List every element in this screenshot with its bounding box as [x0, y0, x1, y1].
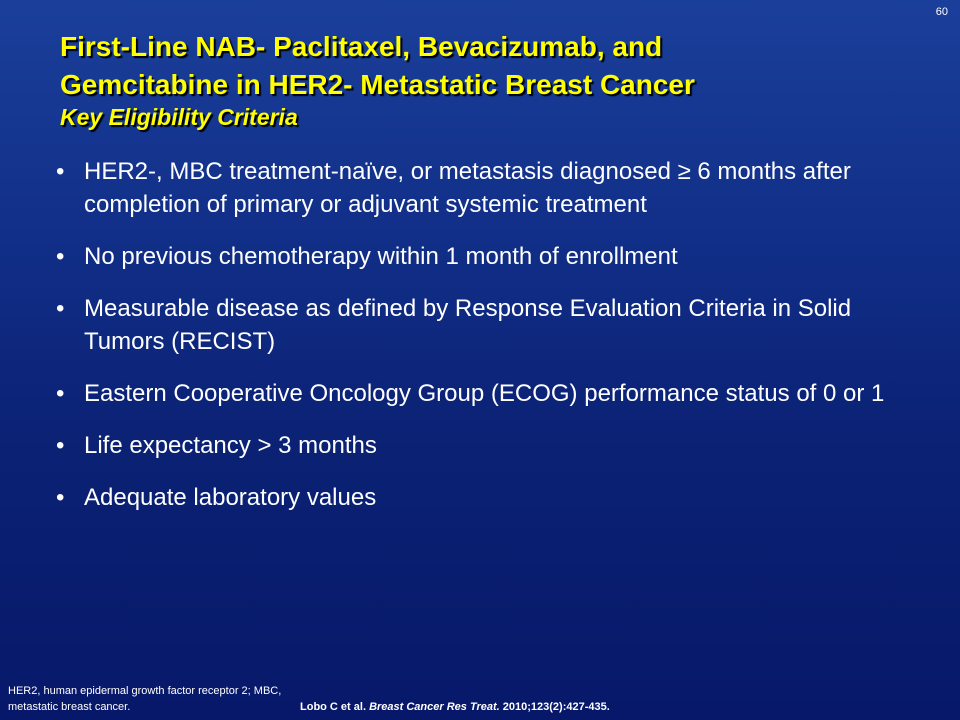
- bullet-icon: •: [56, 243, 65, 270]
- bullet-icon: •: [56, 295, 65, 322]
- slide-number: 60: [935, 6, 948, 18]
- citation-journal: Breast Cancer Res Treat.: [369, 701, 500, 713]
- eligibility-criteria-list: [56, 155, 916, 533]
- bullet-item: [56, 429, 916, 462]
- slide-title-line-2: Gemcitabine in HER2- Metastatic Breast Cancer: [60, 69, 695, 100]
- slide-title: [60, 28, 920, 104]
- bullet-text: Life expectancy > 3 months: [84, 432, 377, 459]
- bullet-item: [56, 155, 916, 221]
- citation: [300, 699, 610, 715]
- bullet-text: Measurable disease as defined by Response Evaluation Criteria in Solid Tumors (RECIST): [84, 295, 852, 355]
- bullet-icon: •: [56, 158, 65, 185]
- bullet-text: No previous chemotherapy within 1 month of enrollment: [84, 243, 678, 270]
- bullet-item: [56, 377, 916, 410]
- bullet-item: [56, 481, 916, 514]
- bullet-item: [56, 292, 916, 358]
- slide-title-line-1: First-Line NAB- Paclitaxel, Bevacizumab, and: [60, 31, 663, 62]
- bullet-item: [56, 240, 916, 273]
- bullet-text: Eastern Cooperative Oncology Group (ECOG) performance status of 0 or 1: [84, 380, 885, 407]
- citation-authors: Lobo C et al.: [300, 701, 366, 713]
- bullet-text: HER2-, MBC treatment-naïve, or metastasis diagnosed ≥ 6 months after completion of primary or adjuvant systemic treatment: [84, 158, 851, 218]
- slide-subtitle: Key Eligibility Criteria: [60, 104, 298, 130]
- bullet-text: Adequate laboratory values: [84, 484, 377, 511]
- bullet-icon: •: [56, 432, 65, 459]
- bullet-icon: •: [56, 484, 65, 511]
- abbreviations-footnote: HER2, human epidermal growth factor receptor 2; MBC, metastatic breast cancer.: [8, 685, 282, 713]
- bullet-icon: •: [56, 380, 65, 407]
- citation-details: 2010;123(2):427-435.: [502, 701, 610, 713]
